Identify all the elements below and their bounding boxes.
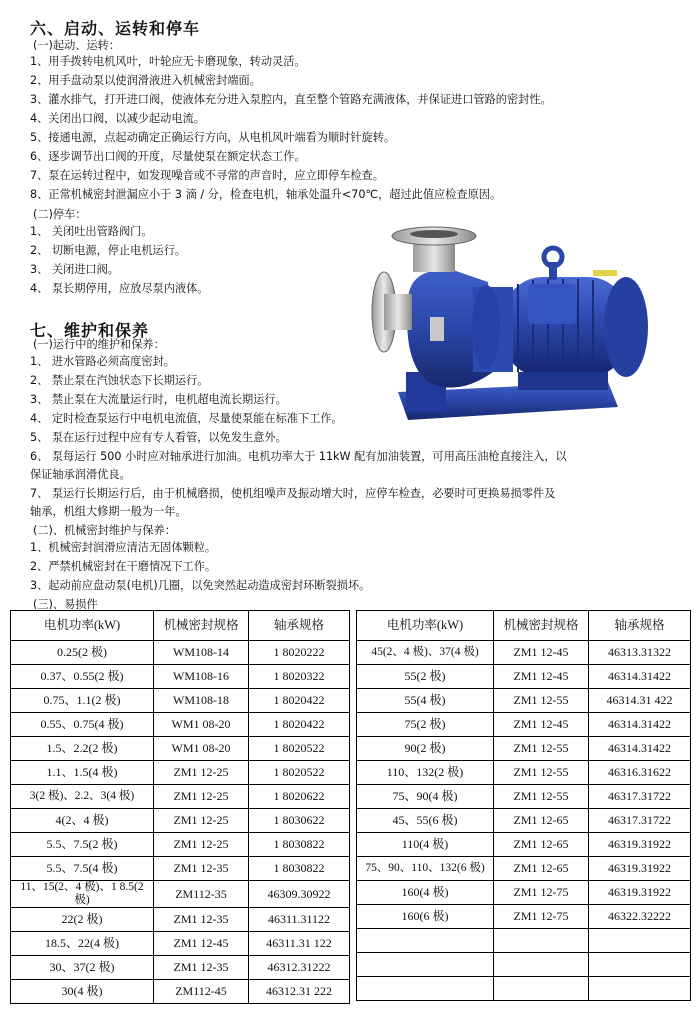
cell-mech-seal: ZM1 12-65 bbox=[494, 809, 589, 833]
s7-item-3: 3、 禁止泵在大流量运行时，电机超电流长期运行。 bbox=[30, 393, 287, 406]
table-row bbox=[357, 689, 691, 713]
cell-bearing: 46322.32222 bbox=[589, 905, 691, 929]
section-7-sub1: (一)运行中的维护和保养： bbox=[33, 338, 165, 351]
table-row bbox=[357, 737, 691, 761]
cell-mech-seal: ZM1 12-55 bbox=[494, 689, 589, 713]
cell-motor-power: 90(2 极) bbox=[357, 737, 494, 761]
cell-bearing: 1 8030822 bbox=[249, 857, 350, 881]
cell-bearing: 1 8020422 bbox=[249, 689, 350, 713]
s7-item-5: 5、 泵在运行过程中应有专人看管，以免发生意外。 bbox=[30, 431, 287, 444]
table-row bbox=[11, 641, 350, 665]
table-body-right bbox=[357, 641, 691, 1001]
cell-bearing: 46317.31722 bbox=[589, 785, 691, 809]
terminal-box bbox=[528, 284, 576, 324]
s7-item-7b: 轴承，机组大修期一般为一年。 bbox=[30, 505, 187, 518]
cell-motor-power: 3(2 极)、2.2、3(4 极) bbox=[11, 785, 154, 809]
header-bearing: 轴承规格 bbox=[249, 611, 350, 641]
cell-bearing: 1 8020422 bbox=[249, 713, 350, 737]
header-motor-power: 电机功率(kW) bbox=[357, 611, 494, 641]
s6-item-5: 5、接通电源，点起动确定正确运行方向，从电机风叶端看为顺时针旋转。 bbox=[30, 131, 396, 144]
spare-parts-table-right bbox=[356, 610, 691, 1001]
cell-mech-seal: ZM1 12-25 bbox=[154, 809, 249, 833]
table-row bbox=[11, 761, 350, 785]
table-header-row bbox=[11, 611, 350, 641]
cell-motor-power: 110(4 极) bbox=[357, 833, 494, 857]
s7-seal-1: 1、机械密封润滑应清洁无固体颗粒。 bbox=[30, 541, 217, 554]
cell-bearing: 46316.31622 bbox=[589, 761, 691, 785]
cell-motor-power: 0.75、1.1(2 极) bbox=[11, 689, 154, 713]
spare-parts-table-left bbox=[10, 610, 350, 1004]
cell-mech-seal: ZM112-35 bbox=[154, 881, 249, 908]
table-row bbox=[11, 833, 350, 857]
cell-bearing bbox=[589, 977, 691, 1001]
cell-mech-seal: ZM1 12-75 bbox=[494, 905, 589, 929]
cell-motor-power: 45、55(6 极) bbox=[357, 809, 494, 833]
cell-bearing: 46313.31322 bbox=[589, 641, 691, 665]
s7-item-1: 1、 进水管路必须高度密封。 bbox=[30, 355, 175, 368]
cell-mech-seal: ZM1 12-35 bbox=[154, 908, 249, 932]
table-row bbox=[357, 857, 691, 881]
cell-bearing: 1 8030622 bbox=[249, 809, 350, 833]
table-row bbox=[11, 689, 350, 713]
cell-mech-seal: ZM1 12-65 bbox=[494, 857, 589, 881]
cell-bearing: 46314.31422 bbox=[589, 665, 691, 689]
cell-bearing: 46311.31122 bbox=[249, 908, 350, 932]
cell-motor-power: 1.5、2.2(2 极) bbox=[11, 737, 154, 761]
s6-item-1: 1、用手拨转电机风叶，叶轮应无卡磨现象，转动灵活。 bbox=[30, 55, 306, 68]
cell-motor-power: 5.5、7.5(2 极) bbox=[11, 833, 154, 857]
s6-item-7: 7、泵在运转过程中，如发现噪音或不寻常的声音时，应立即停车检查。 bbox=[30, 169, 384, 182]
s6-stop-1: 1、 关闭吐出管路阀门。 bbox=[30, 225, 153, 238]
cell-bearing: 46319.31922 bbox=[589, 833, 691, 857]
cell-mech-seal: ZM1 12-35 bbox=[154, 956, 249, 980]
cell-motor-power: 110、132(2 极) bbox=[357, 761, 494, 785]
cell-motor-power: 75、90(4 极) bbox=[357, 785, 494, 809]
cell-motor-power: 45(2、4 极)、37(4 极) bbox=[357, 641, 494, 665]
s7-item-6: 6、 泵每运行 500 小时应对轴承进行加油。电机功率大于 11kW 配有加油装置，可用高压油枪直接注入，以 bbox=[30, 450, 567, 463]
cell-bearing: 46312.31222 bbox=[249, 956, 350, 980]
cell-motor-power: 30(4 极) bbox=[11, 980, 154, 1004]
table-body-left bbox=[11, 641, 350, 1004]
section-6-sub2: (二)停车： bbox=[33, 208, 87, 221]
table-row bbox=[357, 785, 691, 809]
header-mech-seal: 机械密封规格 bbox=[494, 611, 589, 641]
cell-motor-power: 5.5、7.5(4 极) bbox=[11, 857, 154, 881]
cell-motor-power bbox=[357, 953, 494, 977]
cell-motor-power: 30、37(2 极) bbox=[11, 956, 154, 980]
table-row bbox=[357, 833, 691, 857]
cell-bearing: 1 8020522 bbox=[249, 761, 350, 785]
cell-bearing: 46317.31722 bbox=[589, 809, 691, 833]
cell-mech-seal: ZM112-45 bbox=[154, 980, 249, 1004]
s6-stop-4: 4、 泵长期停用，应放尽泵内液体。 bbox=[30, 282, 209, 295]
table-row bbox=[11, 785, 350, 809]
cell-mech-seal: ZM1 12-65 bbox=[494, 833, 589, 857]
cell-mech-seal: WM108-18 bbox=[154, 689, 249, 713]
table-row bbox=[357, 761, 691, 785]
s7-seal-3: 3、起动前应盘动泵(电机)几圈，以免突然起动造成密封环断裂损坏。 bbox=[30, 579, 371, 592]
s7-seal-2: 2、严禁机械密封在干磨情况下工作。 bbox=[30, 560, 217, 573]
s7-item-7: 7、 泵运行长期运行后，由于机械磨损，使机组噪声及振动增大时，应停车检查，必要时可更换易损零件及 bbox=[30, 487, 556, 500]
cell-motor-power: 160(6 极) bbox=[357, 905, 494, 929]
table-row bbox=[357, 953, 691, 977]
table-row bbox=[11, 956, 350, 980]
cell-motor-power: 75(2 极) bbox=[357, 713, 494, 737]
table-row bbox=[357, 929, 691, 953]
table-row bbox=[11, 857, 350, 881]
section-6-title: 六、启动、运转和停车 bbox=[30, 19, 201, 38]
table-row bbox=[357, 881, 691, 905]
table-row bbox=[11, 908, 350, 932]
s6-item-8: 8、正常机械密封泄漏应小于 3 滴 / 分，检查电机，轴承处温升<70℃，超过此值应检查原因。 bbox=[30, 188, 502, 201]
table-row bbox=[357, 905, 691, 929]
table-row bbox=[357, 713, 691, 737]
cell-mech-seal bbox=[494, 977, 589, 1001]
cell-motor-power: 160(4 极) bbox=[357, 881, 494, 905]
motor-fan-cover bbox=[604, 277, 648, 377]
cell-mech-seal: WM1 08-20 bbox=[154, 737, 249, 761]
cell-bearing: 46309.30922 bbox=[249, 881, 350, 908]
pump-illustration bbox=[368, 222, 658, 432]
section-7-title: 七、维护和保养 bbox=[30, 321, 150, 340]
cell-mech-seal: ZM1 12-45 bbox=[494, 713, 589, 737]
cell-mech-seal: WM108-14 bbox=[154, 641, 249, 665]
cell-bearing: 46311.31 122 bbox=[249, 932, 350, 956]
cell-motor-power: 0.37、0.55(2 极) bbox=[11, 665, 154, 689]
cell-bearing bbox=[589, 953, 691, 977]
table-row bbox=[11, 932, 350, 956]
cell-bearing: 46319.31922 bbox=[589, 881, 691, 905]
cell-bearing: 1 8030822 bbox=[249, 833, 350, 857]
s6-item-3: 3、灌水排气，打开进口阀，使液体充分进入泵腔内，直至整个管路充满液体，并保证进口管路的密封性。 bbox=[30, 93, 552, 106]
table-header-row bbox=[357, 611, 691, 641]
cell-mech-seal bbox=[494, 953, 589, 977]
cell-motor-power bbox=[357, 977, 494, 1001]
s6-item-6: 6、逐步调节出口阀的开度，尽量使泵在额定状态工作。 bbox=[30, 150, 306, 163]
cell-bearing: 1 8020622 bbox=[249, 785, 350, 809]
cell-motor-power: 4(2、4 极) bbox=[11, 809, 154, 833]
section-6-sub1: (一)起动、运转： bbox=[33, 39, 121, 52]
s6-item-4: 4、关闭出口阀，以减少起动电流。 bbox=[30, 112, 205, 125]
header-mech-seal: 机械密封规格 bbox=[154, 611, 249, 641]
cell-bearing: 46314.31422 bbox=[589, 713, 691, 737]
cell-bearing: 46314.31422 bbox=[589, 737, 691, 761]
table-row bbox=[11, 737, 350, 761]
cell-mech-seal: ZM1 12-45 bbox=[154, 932, 249, 956]
table-row bbox=[11, 665, 350, 689]
header-motor-power: 电机功率(kW) bbox=[11, 611, 154, 641]
cell-mech-seal: ZM1 12-25 bbox=[154, 833, 249, 857]
cell-mech-seal: ZM1 12-75 bbox=[494, 881, 589, 905]
section-7-sub2: (二)、机械密封维护与保养： bbox=[33, 524, 176, 537]
cell-bearing: 46314.31 422 bbox=[589, 689, 691, 713]
cell-motor-power: 1.1、1.5(4 极) bbox=[11, 761, 154, 785]
cell-mech-seal: ZM1 12-45 bbox=[494, 641, 589, 665]
cell-mech-seal: WM108-16 bbox=[154, 665, 249, 689]
cell-motor-power: 11、15(2、4 极)、1 8.5(2 极) bbox=[11, 881, 154, 908]
table-row bbox=[11, 980, 350, 1004]
s6-stop-3: 3、 关闭进口阀。 bbox=[30, 263, 119, 276]
cell-motor-power: 55(2 极) bbox=[357, 665, 494, 689]
header-bearing: 轴承规格 bbox=[589, 611, 691, 641]
cell-bearing bbox=[589, 929, 691, 953]
table-row bbox=[11, 881, 350, 908]
cell-motor-power: 75、90、110、132(6 极) bbox=[357, 857, 494, 881]
nameplate bbox=[430, 317, 444, 341]
table-row bbox=[11, 713, 350, 737]
table-row bbox=[357, 977, 691, 1001]
cell-motor-power bbox=[357, 929, 494, 953]
cell-motor-power: 0.25(2 极) bbox=[11, 641, 154, 665]
s7-item-6b: 保证轴承润滑优良。 bbox=[30, 468, 131, 481]
s6-item-2: 2、用手盘动泵以使润滑液进入机械密封端面。 bbox=[30, 74, 261, 87]
cell-motor-power: 22(2 极) bbox=[11, 908, 154, 932]
cell-bearing: 1 8020222 bbox=[249, 641, 350, 665]
cell-mech-seal: WM1 08-20 bbox=[154, 713, 249, 737]
cell-motor-power: 55(4 极) bbox=[357, 689, 494, 713]
table-row bbox=[357, 641, 691, 665]
table-row bbox=[11, 809, 350, 833]
s6-stop-2: 2、 切断电源，停止电机运行。 bbox=[30, 244, 187, 257]
section-7-sub3: (三)、易损件 bbox=[33, 598, 98, 611]
cell-bearing: 1 8020322 bbox=[249, 665, 350, 689]
motor-feet bbox=[518, 372, 608, 390]
cell-mech-seal: ZM1 12-25 bbox=[154, 761, 249, 785]
cell-mech-seal: ZM1 12-35 bbox=[154, 857, 249, 881]
table-row bbox=[357, 665, 691, 689]
cell-mech-seal: ZM1 12-55 bbox=[494, 785, 589, 809]
cell-mech-seal: ZM1 12-55 bbox=[494, 761, 589, 785]
cell-mech-seal: ZM1 12-45 bbox=[494, 665, 589, 689]
table-row bbox=[357, 809, 691, 833]
cell-mech-seal bbox=[494, 929, 589, 953]
cell-bearing: 1 8020522 bbox=[249, 737, 350, 761]
cell-bearing: 46319.31922 bbox=[589, 857, 691, 881]
s7-item-2: 2、 禁止泵在汽蚀状态下长期运行。 bbox=[30, 374, 209, 387]
cell-mech-seal: ZM1 12-25 bbox=[154, 785, 249, 809]
cell-bearing: 46312.31 222 bbox=[249, 980, 350, 1004]
cell-motor-power: 18.5、22(4 极) bbox=[11, 932, 154, 956]
cell-mech-seal: ZM1 12-55 bbox=[494, 737, 589, 761]
cell-motor-power: 0.55、0.75(4 极) bbox=[11, 713, 154, 737]
s7-item-4: 4、 定时检查泵运行中电机电流值，尽量使泵能在标准下工作。 bbox=[30, 412, 343, 425]
